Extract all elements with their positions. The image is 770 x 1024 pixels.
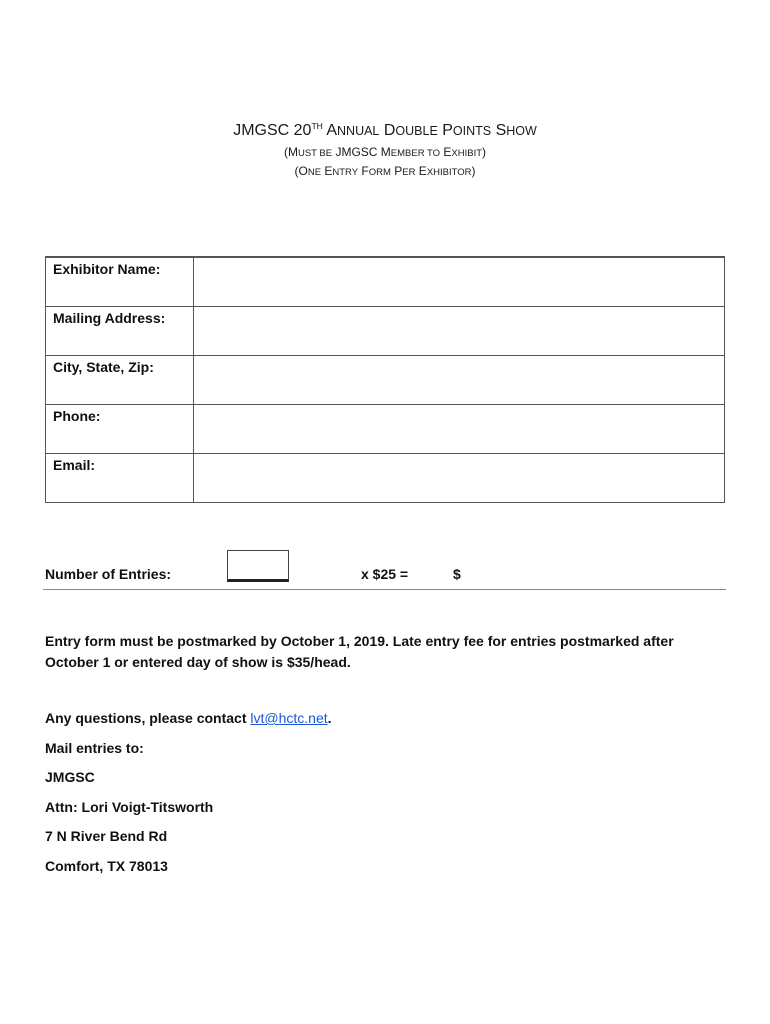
mailing-attn: Attn: Lori Voigt-Titsworth (45, 799, 214, 815)
postmark-notice: Entry form must be postmarked by October 1, 2019. Late entry fee for entries postmarked after October 1 or entered day of show is $35/head. (45, 633, 674, 670)
exhibitor-name-label: Exhibitor Name: (46, 257, 194, 307)
mailing-address-label: Mailing Address: (46, 307, 194, 356)
mail-entries-heading: Mail entries to: (45, 740, 144, 756)
email-label: Email: (46, 454, 194, 503)
subtitle-member: (MUST BE JMGSC MEMBER TO EXHIBIT) (283, 145, 487, 159)
city-state-zip-label: City, State, Zip: (46, 356, 194, 405)
number-of-entries-field[interactable] (227, 550, 289, 582)
mailing-city: Comfort, TX 78013 (45, 858, 168, 874)
contact-suffix: . (327, 710, 332, 726)
contact-prefix: Any questions, please contact (45, 710, 251, 726)
contact-email-link[interactable]: lvt@hctc.net (250, 710, 328, 726)
exhibitor-form-table (45, 256, 725, 503)
phone-field[interactable] (194, 405, 725, 454)
subtitle-one-entry: (ONE ENTRY FORM PER EXHIBITOR) (294, 164, 476, 178)
form-row-exhibitor-name (46, 257, 725, 307)
total-dollar-sign: $ (453, 566, 461, 582)
city-state-zip-field[interactable] (194, 356, 725, 405)
phone-label: Phone: (46, 405, 194, 454)
number-of-entries-label: Number of Entries: (45, 566, 172, 582)
fee-multiplier-text: x $25 = (361, 566, 409, 582)
email-field[interactable] (194, 454, 725, 503)
form-row-mailing-address (46, 307, 725, 356)
form-row-phone (46, 405, 725, 454)
divider-line (43, 589, 726, 590)
exhibitor-name-field[interactable] (194, 257, 725, 307)
contact-line (45, 710, 332, 726)
form-row-city-state-zip (46, 356, 725, 405)
mailing-address-field[interactable] (194, 307, 725, 356)
mailing-street: 7 N River Bend Rd (45, 828, 168, 844)
page-title: JMGSC 20TH ANNUAL DOUBLE POINTS SHOW (233, 121, 537, 139)
form-row-email (46, 454, 725, 503)
mailing-org: JMGSC (45, 769, 95, 785)
